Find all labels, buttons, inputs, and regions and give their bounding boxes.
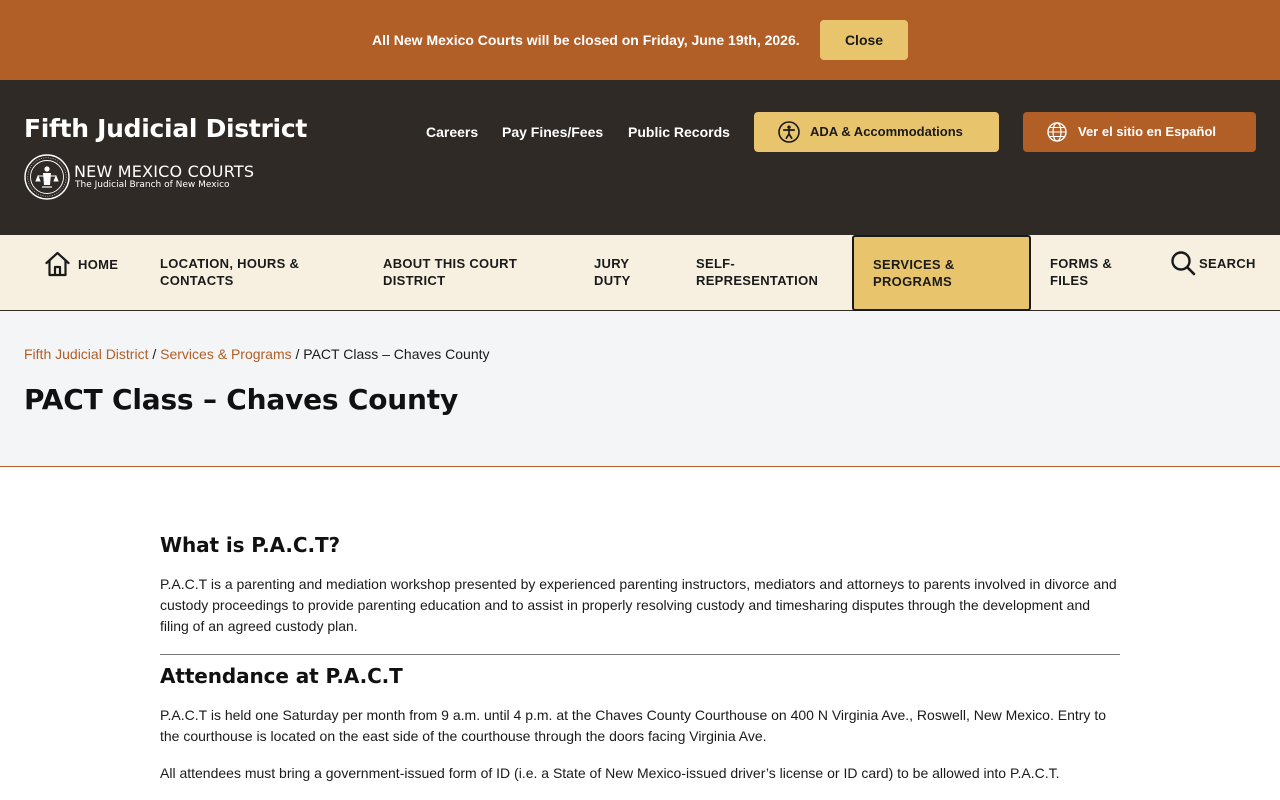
main-navigation (0, 235, 1280, 311)
globe-icon (1047, 122, 1067, 142)
nav-services-programs[interactable] (852, 235, 1031, 311)
nav-about-label: ABOUT THIS COURT DISTRICT (383, 256, 518, 288)
section-divider (160, 654, 1120, 655)
nav-search[interactable] (1160, 235, 1270, 310)
nav-home-label: HOME (78, 257, 119, 272)
search-icon (1170, 250, 1196, 276)
court-seal-icon (24, 154, 70, 200)
pay-fines-link[interactable]: Pay Fines/Fees (502, 124, 604, 140)
section-heading-what-is-pact: What is P.A.C.T? (160, 533, 340, 557)
careers-link[interactable]: Careers (426, 124, 479, 140)
section-paragraph: All attendees must bring a government-issued form of ID (i.e. a State of New Mexico-issued driver’s license or ID card) to be allowed into P.A.C.T. (160, 765, 1060, 781)
nav-services-label: SERVICES & PROGRAMS (873, 257, 955, 289)
nav-forms-label: FORMS & FILES (1050, 256, 1113, 288)
breadcrumb-current: PACT Class – Chaves County (303, 346, 490, 362)
alert-message: All New Mexico Courts will be closed on Friday, June 19th, 2026. (372, 32, 800, 48)
page-title: PACT Class – Chaves County (24, 383, 459, 416)
nav-self-representation[interactable] (682, 235, 844, 310)
spanish-label: Ver el sitio en Español (1078, 124, 1216, 139)
section-paragraph: P.A.C.T is a parenting and mediation workshop presented by experienced parenting instructors, mediators and attorneys to parents involved in divorce and custody proceedings to provide parenting education and to assist in properly resolving custody and timesharing disputes through the development and filing of an agreed custody plan. (160, 576, 1117, 634)
accessibility-icon (778, 121, 800, 143)
breadcrumb-link-home[interactable]: Fifth Judicial District (24, 346, 149, 362)
ada-label: ADA & Accommodations (810, 124, 963, 139)
section-heading-attendance: Attendance at P.A.C.T (160, 664, 403, 688)
site-title[interactable]: Fifth Judicial District (24, 114, 307, 143)
nav-about-court-district[interactable] (369, 235, 569, 310)
nav-forms-files[interactable] (1036, 235, 1148, 310)
closure-alert-banner (0, 0, 1280, 80)
nav-location-hours-contacts[interactable] (146, 235, 358, 310)
nav-jury-label: JURY DUTY (594, 256, 631, 288)
breadcrumb (24, 346, 490, 362)
logo-tagline: The Judicial Branch of New Mexico (75, 180, 230, 190)
nav-location-label: LOCATION, HOURS & CONTACTS (160, 256, 300, 288)
ada-accommodations-button[interactable] (754, 112, 999, 152)
home-icon (44, 251, 71, 277)
spanish-site-button[interactable] (1023, 112, 1256, 152)
breadcrumb-separator: / (152, 346, 161, 362)
alert-close-button[interactable]: Close (820, 20, 908, 60)
section-paragraph: P.A.C.T is held one Saturday per month from 9 a.m. until 4 p.m. at the Chaves County Courthouse on 400 N Virginia Ave., Roswell, New Mexico. Entry to the courthouse is located on the east side of the courthouse through the doors facing Virginia Ave. (160, 707, 1106, 744)
nav-home[interactable] (30, 235, 140, 310)
logo-name: NEW MEXICO COURTS (74, 162, 255, 181)
nav-jury-duty[interactable] (580, 235, 672, 310)
nav-self-rep-label: SELF-REPRESENTATION (696, 256, 819, 288)
public-records-link[interactable]: Public Records (628, 124, 730, 140)
breadcrumb-separator: / (295, 346, 304, 362)
nav-search-label: SEARCH (1199, 256, 1256, 271)
nm-courts-logo[interactable] (24, 154, 324, 204)
site-header (0, 80, 1280, 235)
page-header (0, 311, 1280, 467)
breadcrumb-link-services[interactable]: Services & Programs (160, 346, 292, 362)
